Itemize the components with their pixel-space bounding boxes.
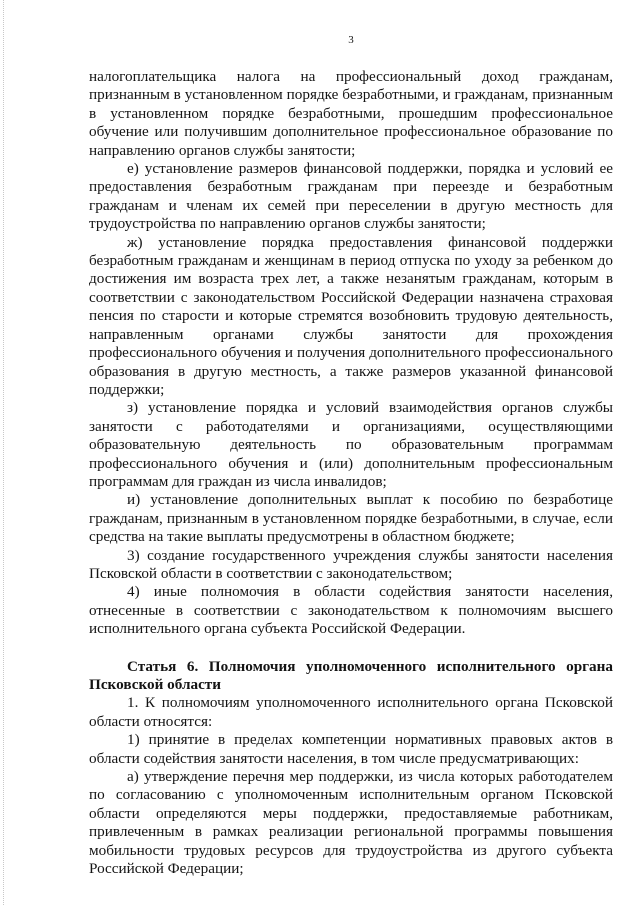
paragraph-continuation: налогоплательщика налога на профессиональный доход гражданам, признанным в установленном порядке безработными, и гражданам, признанным в установленном порядке безработными, прошедшим профессиональное обучение или получившим дополнительное профессиональное образование по направлению органов службы занятости;	[89, 68, 613, 159]
paragraph-item-i: и) установление дополнительных выплат к пособию по безработице гражданам, признанным в установленном порядке безработными, в случае, если средства на такие выплаты предусмотрены в областном бюджете;	[89, 491, 613, 546]
section-gap	[89, 639, 613, 658]
paragraph-item-zh: ж) установление порядка предоставления финансовой поддержки безработным гражданам и женщинам в период отпуска по уходу за ребенком до достижения им возраста трех лет, а также незанятым гражданам, которым в соответствии с законодательством Российской Федерации назначена страховая пенсия по старости и которые стремятся возобновить трудовую деятельность, направленным органами службы занятости для прохождения профессионального обучения и получения дополнительного профессионального образования в другую местность, а также размеров указанной финансовой поддержки;	[89, 233, 613, 398]
article-paragraph-1-1: 1) принятие в пределах компетенции нормативных правовых актов в области содействия занятости населения, в том числе предусматривающих:	[89, 731, 613, 767]
paragraph-item-3: 3) создание государственного учреждения службы занятости населения Псковской области в соответствии с законодательством;	[89, 546, 613, 582]
article-heading: Статья 6. Полномочия уполномоченного исполнительного органа Псковской области	[89, 657, 613, 693]
page-number: 3	[348, 34, 354, 46]
paragraph-item-4: 4) иные полномочия в области содействия занятости населения, отнесенные в соответствии с законодательством к полномочиям высшего исполнительного органа субъекта Российской Федерации.	[89, 583, 613, 638]
paragraph-item-z: з) установление порядка и условий взаимодействия органов службы занятости с работодателями и организациями, осуществляющими образовательную деятельность по образовательным программам профессионального обучения и (или) дополнительным профессиональным программам для граждан из числа инвалидов;	[89, 399, 613, 490]
article-paragraph-1: 1. К полномочиям уполномоченного исполнительного органа Псковской области относятся:	[89, 694, 613, 730]
paragraph-item-e: е) установление размеров финансовой поддержки, порядка и условий ее предоставления безработным гражданам при переезде и безработным гражданам и членам их семей при переселении в другую местность для трудоустройства по направлению органов службы занятости;	[89, 160, 613, 233]
scan-edge	[3, 0, 6, 905]
document-body	[89, 68, 613, 878]
article-paragraph-a: а) утверждение перечня мер поддержки, из числа которых работодателем по согласованию с уполномоченным исполнительным органом Псковской области определяются меры поддержки, предоставляемые работникам, привлеченным в рамках реализации региональной программы повышения мобильности трудовых ресурсов для трудоустройства из другого субъекта Российской Федерации;	[89, 768, 613, 878]
